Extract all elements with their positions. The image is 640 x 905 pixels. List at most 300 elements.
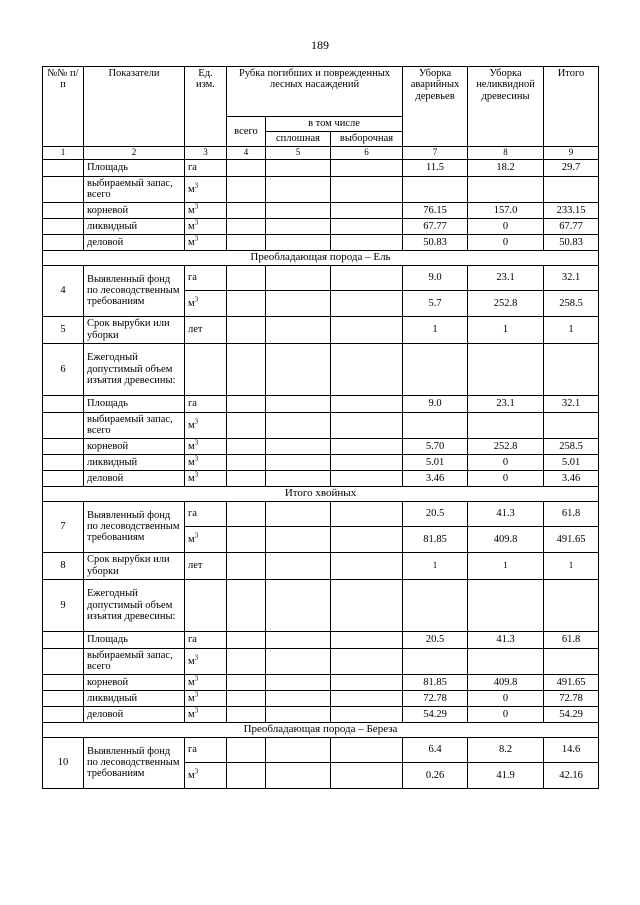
label-term: Срок вырубки или уборки <box>84 316 185 343</box>
table-row <box>43 631 599 648</box>
table-row <box>43 579 599 631</box>
table-cell <box>227 176 266 202</box>
value-cell: 0 <box>468 690 544 706</box>
value-cell: 0 <box>468 470 544 486</box>
table-row <box>43 454 599 470</box>
table-row <box>43 147 599 160</box>
table-cell <box>43 438 84 454</box>
unit-m3-sup: 3 <box>194 690 199 699</box>
column-number: 9 <box>544 147 599 160</box>
unit-m3-sup: 3 <box>194 674 199 683</box>
unit-m3: м <box>188 655 195 667</box>
header-total-all: всего <box>227 117 266 147</box>
value-cell: 0 <box>468 706 544 722</box>
table-row <box>43 395 599 412</box>
label-identified: Выявленный фонд по лесоводственным требованиям <box>84 501 185 552</box>
table-row <box>43 343 599 395</box>
column-number: 3 <box>185 147 227 160</box>
value-cell: 54.29 <box>403 706 468 722</box>
header-num: №№ п/п <box>43 67 84 147</box>
unit-m3-sup: 3 <box>194 653 199 662</box>
table-cell <box>227 762 266 788</box>
value-cell: 233.15 <box>544 202 599 218</box>
table-cell <box>227 737 266 762</box>
value-cell: 252.8 <box>468 290 544 316</box>
table-cell <box>266 395 331 412</box>
table-cell <box>331 176 403 202</box>
table-cell <box>331 265 403 290</box>
value-cell: 81.85 <box>403 674 468 690</box>
value-cell: 3.46 <box>403 470 468 486</box>
unit-m3: м <box>188 676 195 688</box>
section-title: Итого хвойных <box>43 486 599 501</box>
value-cell: 41.3 <box>468 631 544 648</box>
table-cell <box>331 395 403 412</box>
unit-m3-sup: 3 <box>194 295 199 304</box>
table-cell <box>544 176 599 202</box>
table-cell <box>266 218 331 234</box>
table-cell <box>331 290 403 316</box>
table-cell <box>43 412 84 438</box>
value-cell: 5.70 <box>403 438 468 454</box>
unit-ha: га <box>185 159 227 176</box>
table-row <box>43 218 599 234</box>
header-incl: в том числе <box>266 117 403 132</box>
table-cell <box>266 265 331 290</box>
unit-cell <box>185 412 227 438</box>
table-cell <box>43 234 84 250</box>
value-cell: 23.1 <box>468 395 544 412</box>
table-row <box>43 250 599 265</box>
value-cell: 14.6 <box>544 737 599 762</box>
table-cell <box>331 316 403 343</box>
label-root: корневой <box>84 202 185 218</box>
table-cell <box>266 762 331 788</box>
label-area: Площадь <box>84 159 185 176</box>
value-cell: 1 <box>468 552 544 579</box>
value-cell: 32.1 <box>544 265 599 290</box>
table-cell <box>227 579 266 631</box>
table-cell <box>266 737 331 762</box>
table-cell <box>266 648 331 674</box>
table-cell <box>185 579 227 631</box>
table-cell <box>43 470 84 486</box>
table-cell <box>266 552 331 579</box>
label-liquid: ликвидный <box>84 454 185 470</box>
value-cell: 11.5 <box>403 159 468 176</box>
value-cell: 0 <box>468 454 544 470</box>
unit-m3: м <box>188 220 195 232</box>
table-row <box>43 470 599 486</box>
table-cell <box>227 234 266 250</box>
value-cell: 54.29 <box>544 706 599 722</box>
unit-m3-sup: 3 <box>194 234 199 243</box>
unit-m3: м <box>188 456 195 468</box>
table-cell <box>331 526 403 552</box>
table-cell <box>227 501 266 526</box>
page-number: 189 <box>311 38 329 52</box>
table-cell <box>227 412 266 438</box>
row-number: 5 <box>43 316 84 343</box>
table-cell <box>468 648 544 674</box>
value-cell: 61.8 <box>544 631 599 648</box>
table-cell <box>266 674 331 690</box>
value-cell: 18.2 <box>468 159 544 176</box>
table-cell <box>185 343 227 395</box>
table-row <box>43 265 599 290</box>
table-cell <box>266 159 331 176</box>
value-cell: 1 <box>468 316 544 343</box>
value-cell: 409.8 <box>468 674 544 690</box>
value-cell: 409.8 <box>468 526 544 552</box>
table-cell <box>331 159 403 176</box>
table-cell <box>331 470 403 486</box>
value-cell: 9.0 <box>403 265 468 290</box>
table-cell <box>227 470 266 486</box>
table-cell <box>266 343 331 395</box>
label-annual: Ежегодный допустимый объем изъятия древесины: <box>84 579 185 631</box>
unit-cell <box>185 526 227 552</box>
value-cell: 0 <box>468 234 544 250</box>
label-stock: выбираемый запас, всего <box>84 648 185 674</box>
value-cell: 81.85 <box>403 526 468 552</box>
column-number: 5 <box>266 147 331 160</box>
unit-m3-sup: 3 <box>194 767 199 776</box>
table-cell <box>331 762 403 788</box>
table-cell <box>43 674 84 690</box>
row-number: 6 <box>43 343 84 395</box>
header-indicator: Показатели <box>84 67 185 147</box>
table-cell <box>266 438 331 454</box>
table-cell <box>403 343 468 395</box>
value-cell: 258.5 <box>544 438 599 454</box>
unit-m3: м <box>188 472 195 484</box>
table-cell <box>43 631 84 648</box>
table-cell <box>403 412 468 438</box>
label-annual: Ежегодный допустимый объем изъятия древесины: <box>84 343 185 395</box>
value-cell: 8.2 <box>468 737 544 762</box>
label-area: Площадь <box>84 395 185 412</box>
unit-m3: м <box>188 419 195 431</box>
header-nonliquid: Уборка неликвидной древесины <box>468 67 544 147</box>
unit-cell <box>185 176 227 202</box>
table-cell <box>331 454 403 470</box>
table-row <box>43 486 599 501</box>
unit-cell <box>185 762 227 788</box>
table-cell <box>544 579 599 631</box>
table-cell <box>544 412 599 438</box>
table-cell <box>331 438 403 454</box>
value-cell: 3.46 <box>544 470 599 486</box>
table-cell <box>227 290 266 316</box>
table-cell <box>43 202 84 218</box>
label-root: корневой <box>84 438 185 454</box>
table-cell <box>331 648 403 674</box>
row-number: 9 <box>43 579 84 631</box>
table-cell <box>266 290 331 316</box>
unit-m3: м <box>188 297 195 309</box>
label-liquid: ликвидный <box>84 218 185 234</box>
unit-m3-sup: 3 <box>194 454 199 463</box>
table-cell <box>227 674 266 690</box>
value-cell: 72.78 <box>544 690 599 706</box>
header-felling: Рубка погибших и поврежденных лесных насаждений <box>227 67 403 117</box>
table-cell <box>266 470 331 486</box>
value-cell: 67.77 <box>403 218 468 234</box>
table-cell <box>331 552 403 579</box>
table-cell <box>43 706 84 722</box>
unit-cell <box>185 438 227 454</box>
table-cell <box>468 176 544 202</box>
unit-cell <box>185 234 227 250</box>
table-cell <box>227 218 266 234</box>
unit-m3-sup: 3 <box>194 706 199 715</box>
header-emergency: Уборка аварийных деревьев <box>403 67 468 147</box>
table-cell <box>266 454 331 470</box>
table-cell <box>331 202 403 218</box>
table-row <box>43 159 599 176</box>
table-row <box>43 412 599 438</box>
value-cell: 0.26 <box>403 762 468 788</box>
label-business: деловой <box>84 234 185 250</box>
unit-ha: га <box>185 265 227 290</box>
row-number: 4 <box>43 265 84 316</box>
table-cell <box>266 202 331 218</box>
value-cell: 1 <box>403 552 468 579</box>
table-cell <box>43 648 84 674</box>
unit-years: лет <box>185 316 227 343</box>
unit-m3: м <box>188 708 195 720</box>
value-cell: 5.01 <box>403 454 468 470</box>
table-cell <box>43 218 84 234</box>
table-cell <box>544 343 599 395</box>
unit-cell <box>185 218 227 234</box>
table-cell <box>227 631 266 648</box>
value-cell: 76.15 <box>403 202 468 218</box>
table-cell <box>468 579 544 631</box>
value-cell: 23.1 <box>468 265 544 290</box>
label-area: Площадь <box>84 631 185 648</box>
header-solid: сплошная <box>266 132 331 147</box>
unit-ha: га <box>185 737 227 762</box>
table-row <box>43 501 599 526</box>
table-row <box>43 722 599 737</box>
value-cell: 32.1 <box>544 395 599 412</box>
unit-m3: м <box>188 204 195 216</box>
table-cell <box>227 395 266 412</box>
table-cell <box>43 395 84 412</box>
unit-m3-sup: 3 <box>194 470 199 479</box>
value-cell: 0 <box>468 218 544 234</box>
unit-m3-sup: 3 <box>194 181 199 190</box>
table-cell <box>266 412 331 438</box>
table-cell <box>403 176 468 202</box>
unit-m3-sup: 3 <box>194 417 199 426</box>
table-cell <box>227 343 266 395</box>
table-cell <box>468 412 544 438</box>
value-cell: 258.5 <box>544 290 599 316</box>
unit-m3-sup: 3 <box>194 438 199 447</box>
unit-cell <box>185 202 227 218</box>
table-cell <box>331 706 403 722</box>
unit-m3: м <box>188 533 195 545</box>
table-row <box>43 438 599 454</box>
value-cell: 252.8 <box>468 438 544 454</box>
unit-m3: м <box>188 769 195 781</box>
table-cell <box>227 202 266 218</box>
value-cell: 1 <box>544 316 599 343</box>
table-row <box>43 176 599 202</box>
column-number: 1 <box>43 147 84 160</box>
table-cell <box>331 218 403 234</box>
value-cell: 1 <box>403 316 468 343</box>
value-cell: 29.7 <box>544 159 599 176</box>
table-row <box>43 737 599 762</box>
label-root: корневой <box>84 674 185 690</box>
unit-ha: га <box>185 395 227 412</box>
unit-ha: га <box>185 631 227 648</box>
unit-m3-sup: 3 <box>194 218 199 227</box>
table-row <box>43 552 599 579</box>
column-number: 4 <box>227 147 266 160</box>
table-cell <box>227 265 266 290</box>
table-cell <box>227 454 266 470</box>
table-cell <box>331 631 403 648</box>
table-cell <box>266 316 331 343</box>
forest-data-table <box>42 66 599 789</box>
row-number: 8 <box>43 552 84 579</box>
column-number: 6 <box>331 147 403 160</box>
unit-m3: м <box>188 183 195 195</box>
label-stock: выбираемый запас, всего <box>84 176 185 202</box>
unit-cell <box>185 674 227 690</box>
table-cell <box>227 690 266 706</box>
table-cell <box>331 737 403 762</box>
table-row <box>43 674 599 690</box>
value-cell: 72.78 <box>403 690 468 706</box>
column-number: 2 <box>84 147 185 160</box>
unit-cell <box>185 470 227 486</box>
value-cell: 20.5 <box>403 501 468 526</box>
table-cell <box>266 706 331 722</box>
table-cell <box>43 159 84 176</box>
value-cell: 41.9 <box>468 762 544 788</box>
unit-m3: м <box>188 236 195 248</box>
header-total: Итого <box>544 67 599 147</box>
value-cell: 6.4 <box>403 737 468 762</box>
table-cell <box>266 526 331 552</box>
table-cell <box>331 579 403 631</box>
table-cell <box>544 648 599 674</box>
label-stock: выбираемый запас, всего <box>84 412 185 438</box>
table-cell <box>43 454 84 470</box>
header-selective: выборочная <box>331 132 403 147</box>
table-cell <box>331 674 403 690</box>
table-cell <box>227 159 266 176</box>
header-unit: Ед. изм. <box>185 67 227 147</box>
value-cell: 61.8 <box>544 501 599 526</box>
value-cell: 9.0 <box>403 395 468 412</box>
table-row <box>43 648 599 674</box>
unit-ha: га <box>185 501 227 526</box>
table-cell <box>266 631 331 648</box>
label-business: деловой <box>84 470 185 486</box>
table-row <box>43 202 599 218</box>
table-cell <box>266 176 331 202</box>
column-number: 7 <box>403 147 468 160</box>
table-cell <box>266 234 331 250</box>
value-cell: 20.5 <box>403 631 468 648</box>
unit-cell <box>185 648 227 674</box>
table-cell <box>266 501 331 526</box>
table-cell <box>331 234 403 250</box>
table-cell <box>227 706 266 722</box>
table-row <box>43 690 599 706</box>
label-business: деловой <box>84 706 185 722</box>
table-cell <box>227 316 266 343</box>
table-cell <box>227 526 266 552</box>
table-cell <box>468 343 544 395</box>
value-cell: 1 <box>544 552 599 579</box>
label-identified: Выявленный фонд по лесоводственным требованиям <box>84 265 185 316</box>
unit-years: лет <box>185 552 227 579</box>
value-cell: 67.77 <box>544 218 599 234</box>
table-cell <box>266 579 331 631</box>
label-liquid: ликвидный <box>84 690 185 706</box>
unit-m3: м <box>188 440 195 452</box>
table-cell <box>266 690 331 706</box>
value-cell: 41.3 <box>468 501 544 526</box>
unit-cell <box>185 290 227 316</box>
value-cell: 5.01 <box>544 454 599 470</box>
table-cell <box>227 552 266 579</box>
table-cell <box>227 438 266 454</box>
value-cell: 50.83 <box>403 234 468 250</box>
row-number: 10 <box>43 737 84 788</box>
table-cell <box>403 648 468 674</box>
table-cell <box>331 412 403 438</box>
value-cell: 491.65 <box>544 674 599 690</box>
table-cell <box>43 690 84 706</box>
table-cell <box>227 648 266 674</box>
table-row <box>43 706 599 722</box>
label-term: Срок вырубки или уборки <box>84 552 185 579</box>
unit-m3-sup: 3 <box>194 202 199 211</box>
table-cell <box>331 343 403 395</box>
unit-cell <box>185 706 227 722</box>
table-row <box>43 316 599 343</box>
column-number: 8 <box>468 147 544 160</box>
value-cell: 157.0 <box>468 202 544 218</box>
label-identified: Выявленный фонд по лесоводственным требованиям <box>84 737 185 788</box>
table-cell <box>331 501 403 526</box>
unit-m3: м <box>188 692 195 704</box>
section-title: Преобладающая порода – Береза <box>43 722 599 737</box>
unit-m3-sup: 3 <box>194 531 199 540</box>
table-row <box>43 234 599 250</box>
section-title: Преобладающая порода – Ель <box>43 250 599 265</box>
table-cell <box>403 579 468 631</box>
table-cell <box>43 176 84 202</box>
value-cell: 42.16 <box>544 762 599 788</box>
row-number: 7 <box>43 501 84 552</box>
value-cell: 491.65 <box>544 526 599 552</box>
table-cell <box>331 690 403 706</box>
unit-cell <box>185 690 227 706</box>
value-cell: 5.7 <box>403 290 468 316</box>
value-cell: 50.83 <box>544 234 599 250</box>
unit-cell <box>185 454 227 470</box>
